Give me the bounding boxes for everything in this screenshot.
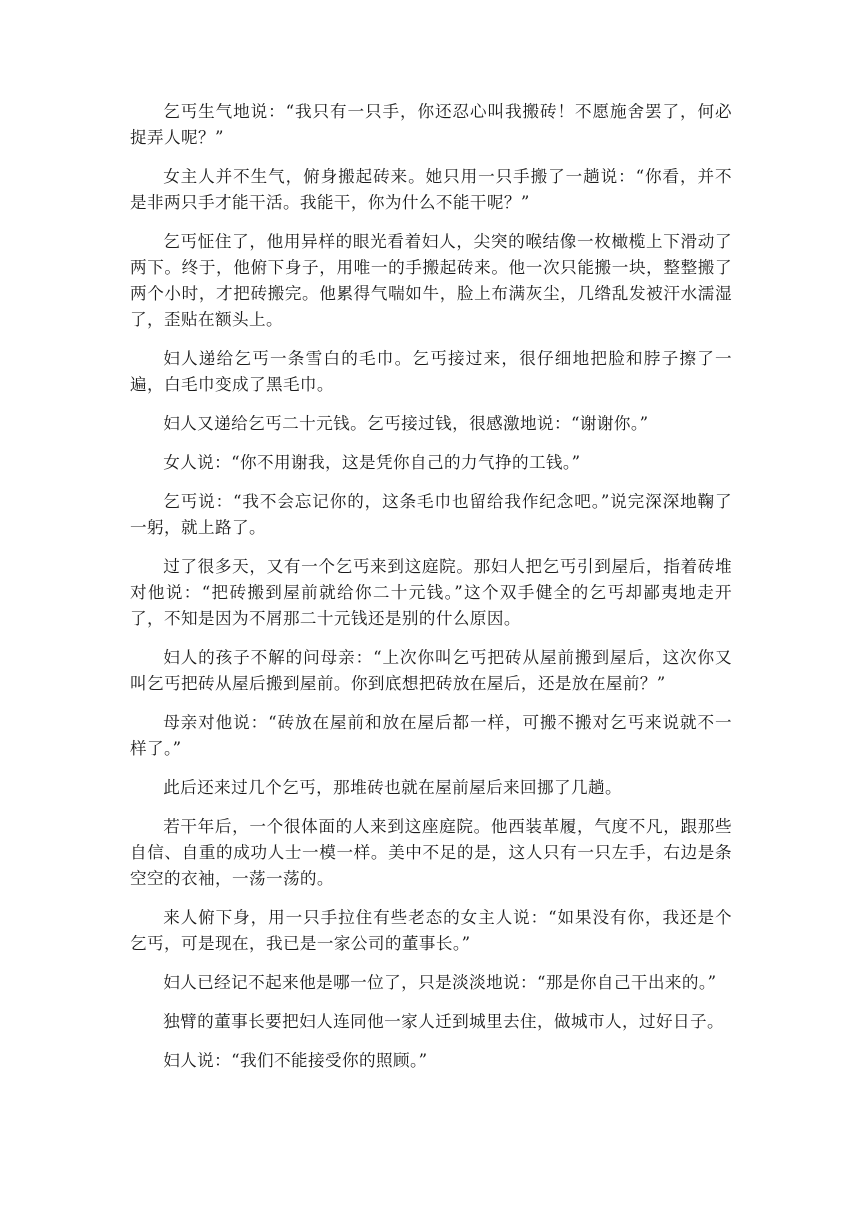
paragraph: 过了很多天，又有一个乞丐来到这庭院。那妇人把乞丐引到屋后，指着砖堆对他说：“把砖搬到屋前就给你二十元钱。”这个双手健全的乞丐却鄙夷地走开了，不知是因为不屑那二十元钱还是别的什么原因。 xyxy=(130,557,732,628)
paragraph: 妇人已经记不起来他是哪一位了，只是淡淡地说：“那是你自己干出来的。” xyxy=(163,973,717,992)
paragraph: 妇人说：“我们不能接受你的照顾。” xyxy=(163,1051,428,1070)
paragraph: 母亲对他说：“砖放在屋前和放在屋后都一样，可搬不搬对乞丐来说就不一样了。” xyxy=(130,713,732,758)
paragraph: 女人说：“你不用谢我，这是凭你自己的力气挣的工钱。” xyxy=(163,453,581,472)
paragraph: 独臂的董事长要把妇人连同他一家人迁到城里去住，做城市人，过好日子。 xyxy=(163,1012,724,1031)
story-text xyxy=(130,99,732,1087)
paragraph: 妇人递给乞丐一条雪白的毛巾。乞丐接过来，很仔细地把脸和脖子擦了一遍，白毛巾变成了黑毛巾。 xyxy=(130,349,732,394)
paragraph: 女主人并不生气，俯身搬起砖来。她只用一只手搬了一趟说：“你看，并不是非两只手才能干活。我能干，你为什么不能干呢？” xyxy=(130,167,732,212)
paragraph: 此后还来过几个乞丐，那堆砖也就在屋前屋后来回挪了几趟。 xyxy=(163,778,623,797)
paragraph: 若干年后，一个很体面的人来到这座庭院。他西装革履，气度不凡，跟那些自信、自重的成功人士一模一样。美中不足的是，这人只有一只左手，右边是条空空的衣袖，一荡一荡的。 xyxy=(130,817,732,888)
paragraph: 妇人又递给乞丐二十元钱。乞丐接过钱，很感激地说：“谢谢你。” xyxy=(163,414,649,433)
paragraph: 乞丐生气地说：“我只有一只手，你还忍心叫我搬砖！不愿施舍罢了，何必捉弄人呢？” xyxy=(130,102,732,147)
paragraph: 来人俯下身，用一只手拉住有些老态的女主人说：“如果没有你，我还是个乞丐，可是现在，我已是一家公司的董事长。” xyxy=(130,908,732,953)
paragraph: 乞丐怔住了，他用异样的眼光看着妇人，尖突的喉结像一枚橄榄上下滑动了两下。终于，他俯下身子，用唯一的手搬起砖来。他一次只能搬一块，整整搬了两个小时，才把砖搬完。他累得气喘如牛，脸上布满灰尘，几绺乱发被汗水濡湿了，歪贴在额头上。 xyxy=(130,232,732,329)
paragraph: 乞丐说：“我不会忘记你的，这条毛巾也留给我作纪念吧。”说完深深地鞠了一躬，就上路了。 xyxy=(130,492,732,537)
paragraph: 妇人的孩子不解的问母亲：“上次你叫乞丐把砖从屋前搬到屋后，这次你又叫乞丐把砖从屋后搬到屋前。你到底想把砖放在屋后，还是放在屋前？” xyxy=(130,648,732,693)
